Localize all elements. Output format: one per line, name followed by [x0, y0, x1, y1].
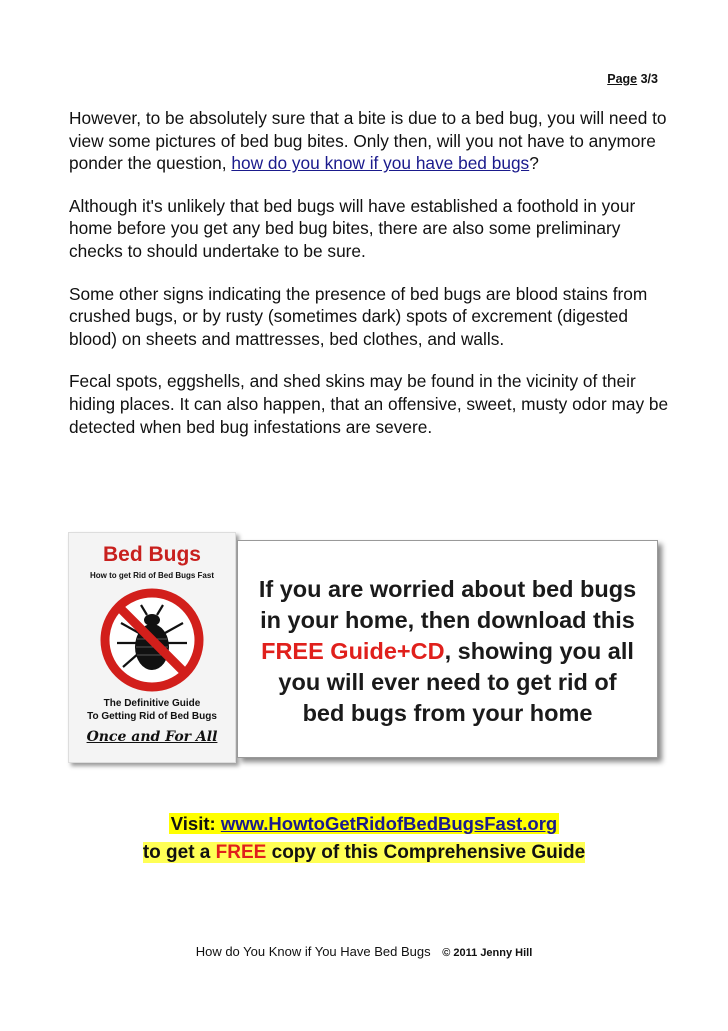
no-bug-icon — [99, 587, 205, 693]
book-subtitle: How to get Rid of Bed Bugs Fast — [90, 571, 214, 580]
paragraph-1 — [69, 107, 669, 175]
book-guide-line-1: The Definitive Guide — [103, 698, 201, 709]
ad-line-4: you will ever need to get rid of — [278, 669, 617, 695]
paragraph-3: Some other signs indicating the presence of bed bugs are blood stains from crushed bugs, or by rusty (sometimes dark) spots of excrement (digested blood) on sheets and mattresses, bed clothes, and walls. — [69, 283, 648, 349]
free-word: FREE — [215, 842, 267, 863]
free-copy-line — [0, 842, 728, 864]
footer — [0, 944, 728, 959]
visit-label: Visit: — [170, 813, 221, 834]
free-copy-highlight — [143, 842, 585, 863]
page-number — [607, 72, 658, 86]
guide-banner[interactable] — [68, 532, 662, 764]
visit-highlight — [169, 813, 559, 834]
page-label: Page — [607, 72, 638, 86]
page-value: 3/3 — [640, 72, 658, 86]
visit-line — [0, 813, 728, 835]
free-prefix: to get a — [142, 842, 216, 863]
ad-box[interactable] — [237, 540, 658, 758]
footer-copyright: © 2011 Jenny Hill — [442, 947, 533, 959]
book-guide-text — [69, 697, 235, 723]
book-tagline: Once and For All — [86, 729, 218, 745]
bed-bugs-link[interactable]: how do you know if you have bed bugs — [231, 153, 530, 174]
ad-line-3 — [238, 636, 657, 667]
ad-line-1: If you are worried about bed bugs — [258, 576, 637, 602]
book-cover[interactable] — [68, 532, 236, 763]
ad-line-2: in your home, then download this — [260, 607, 635, 633]
book-title: Bed Bugs — [102, 543, 201, 566]
paragraph-1-text: However, to be absolutely sure that a bite is due to a bed bug, you will need to view some pictures of bed bug bites. Only then, will you not have to anymore ponder the question, — [69, 108, 667, 174]
paragraph-1-end: ? — [529, 153, 539, 174]
paragraph-4: Fecal spots, eggshells, and shed skins may be found in the vicinity of their hiding places. It can also happen, that an offensive, sweet, musty odor may be detected when bed bug infestations are severe. — [69, 371, 669, 437]
ad-line-5: bed bugs from your home — [302, 700, 593, 726]
book-guide-line-2: To Getting Rid of Bed Bugs — [87, 711, 217, 722]
free-suffix: copy of this Comprehensive Guide — [266, 842, 586, 863]
footer-title: How do You Know if You Have Bed Bugs — [195, 944, 431, 959]
paragraph-2: Although it's unlikely that bed bugs will have established a foothold in your home before you get any bed bug bites, there are also some preliminary checks to should undertake to be sure. — [69, 195, 636, 261]
ad-line-3-rest: , showing you all — [444, 638, 634, 664]
body-text — [69, 107, 669, 458]
ad-free-guide: FREE Guide+CD — [261, 638, 445, 664]
website-link[interactable]: www.HowtoGetRidofBedBugsFast.org — [220, 813, 558, 834]
